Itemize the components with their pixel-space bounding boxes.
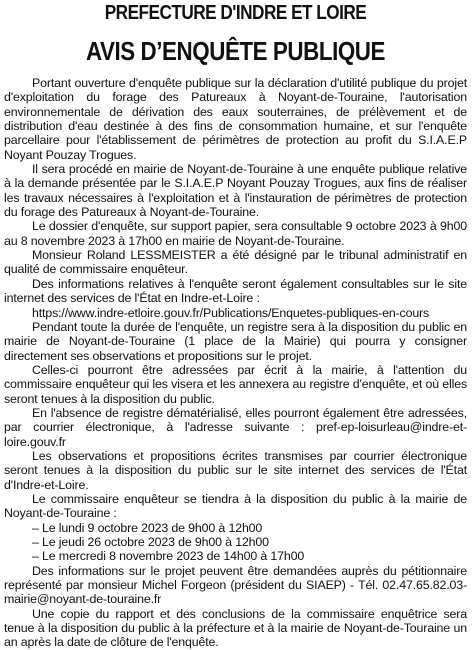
notice-body xyxy=(4,76,467,650)
permanence-date: – Le lundi 9 octobre 2023 de 9h00 à 12h00 xyxy=(32,520,263,535)
paragraph-online-availability: Les observations et propositions écrites transmises par courrier électronique seront tenues à la disposition du public sur le site internet des services de l'État d'Indre-et-Loire. xyxy=(4,448,467,492)
website-url[interactable]: https://www.indre-etloire.gouv.fr/Publications/Enquetes-publiques-en-cours xyxy=(32,305,430,320)
paragraph-report-availability: Une copie du rapport et des conclusions de la commissaire enquêtrice sera tenue à la disposition du public à la préfecture et à la mairie de Noyant-de-Touraine un an après la date de clôture de l'enquête. xyxy=(4,606,467,650)
paragraph-email-submissions: En l'absence de registre dématérialisé, elles pourront également être adressées, par courrier électronique, à l'adresse suivante : pref-ep-loisurleau@indre-et-loire.gouv.fr xyxy=(4,405,467,449)
permanence-date: – Le mercredi 8 novembre 2023 de 14h00 à 17h00 xyxy=(32,549,305,564)
paragraph-permanences: Le commissaire enquêteur se tiendra à la disposition du public à la mairie de Noyant-de-Touraine : xyxy=(4,491,467,521)
permanence-dates-list xyxy=(4,521,467,564)
notice-title: AVIS D’ENQUÊTE PUBLIQUE xyxy=(85,36,386,66)
paragraph-opening: Portant ouverture d'enquête publique sur la déclaration d'utilité publique du projet d'exploitation du forage des Patureaux à Noyant-de-Touraine, l'autorisation environnementale de dérivation des eaux souterraines, de prélèvement et de distribution d'eau destinée à des fins de consommation humaine, et sur l'enquête parcellaire pour l'établissement de périmètres de protection au profit du S.I.A.E.P Noyant Pouzay Trogues. xyxy=(4,76,467,162)
paragraph-register: Pendant toute la durée de l'enquête, un registre sera à la disposition du public en mairie de Noyant-de-Touraine (1 place de la Mairie) qui pourra y consigner directement ses observations et propositions sur le projet. xyxy=(4,319,467,363)
paragraph-commissioner: Monsieur Roland LESSMEISTER a été désigné par le tribunal administratif en qualité de commissaire enquêteur. xyxy=(4,248,467,277)
paragraph-website-info: Des informations relatives à l'enquête seront également consultables sur le site internet des services de l'État en Indre-et-Loire : xyxy=(4,276,467,306)
paragraph-written-submissions: Celles-ci pourront être adressées par écrit à la mairie, à l'attention du commissaire enquêteur qui les visera et les annexera au registre d'enquête, et où elles seront tenues à la disposition du public. xyxy=(4,362,467,406)
paragraph-procedure: Il sera procédé en mairie de Noyant-de-Touraine à une enquête publique relative à la demande présentée par le S.I.A.E.P Noyant Pouzay Trogues, aux fins de réaliser les travaux nécessaires à l'exploitation et à l'instauration de périmètres de protection du forage des Patureaux à Noyant-de-Touraine. xyxy=(4,162,467,220)
paragraph-dossier: Le dossier d'enquête, sur support papier, sera consultable 9 octobre 2023 à 9h00 au 8 novembre 2023 à 17h00 en mairie de Noyant-de-Touraine. xyxy=(4,219,467,248)
prefecture-heading: PREFECTURE D'INDRE ET LOIRE xyxy=(104,2,367,24)
permanence-date: – Le jeudi 26 octobre 2023 de 9h00 à 12h00 xyxy=(32,535,269,549)
paragraph-contact: Des informations sur le projet peuvent être demandées auprès du pétitionnaire représenté par monsieur Michel Forgeon (président du SIAEP) - Tél. 02.47.65.82.03- mairie@noyant-de-touraine.fr xyxy=(4,563,467,607)
